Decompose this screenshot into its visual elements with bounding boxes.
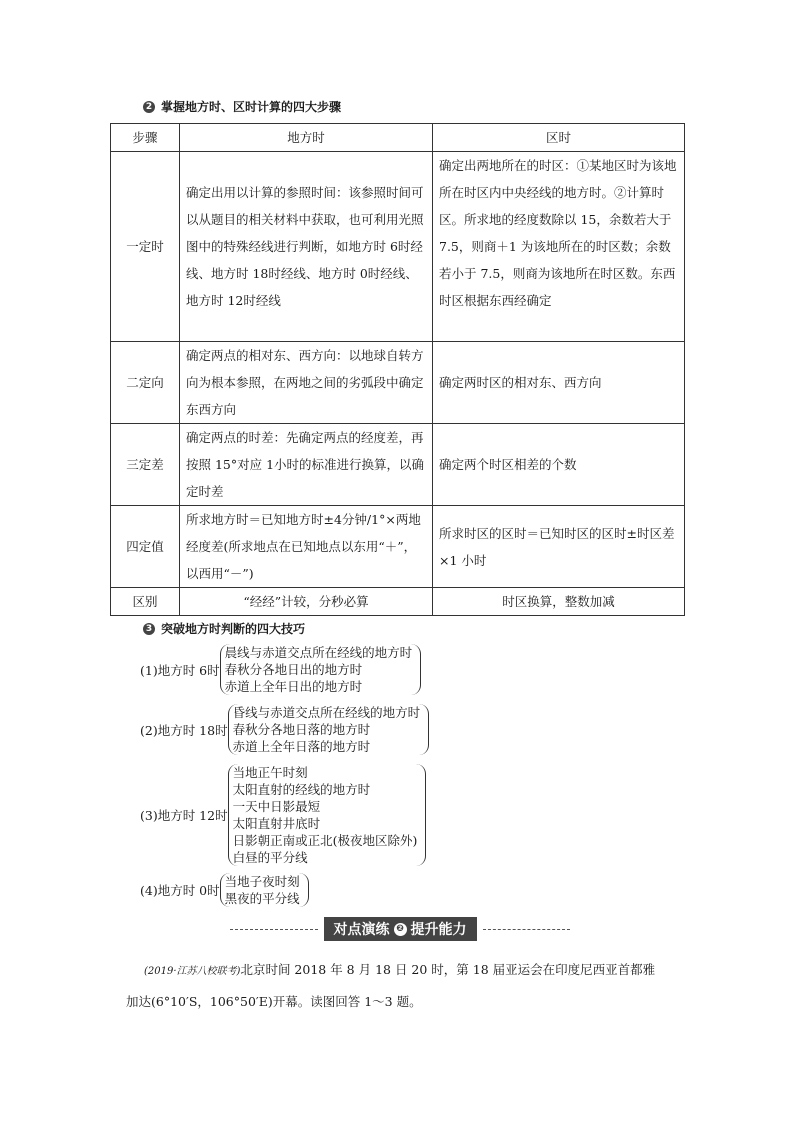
technique-item: 赤道上全年日落的地方时 — [232, 739, 371, 754]
section-3-heading — [143, 620, 305, 637]
technique-label: (2)地方时 18时 — [140, 722, 228, 738]
question-source: (2019·江苏八校联考) — [144, 966, 241, 977]
table-row — [111, 588, 685, 616]
step-cell: 三定差 — [111, 424, 180, 506]
section-2-title: 掌握地方时、区时计算的四大步骤 — [161, 100, 342, 114]
step-cell: 一定时 — [111, 152, 180, 342]
technique-6 — [140, 644, 421, 695]
divider-line-right — [483, 929, 571, 930]
table-row — [111, 342, 685, 424]
section-2-heading — [143, 98, 341, 115]
section-2-badge: 2 — [143, 101, 155, 113]
table-row — [111, 424, 685, 506]
table-header-row — [111, 124, 685, 152]
section-3-badge: 3 — [143, 623, 155, 635]
header-zone-time: 区时 — [433, 124, 685, 152]
banner-number: ❷ — [394, 923, 407, 936]
technique-label: (1)地方时 6时 — [140, 662, 220, 678]
technique-item: 黑夜的平分线 — [224, 891, 300, 906]
section-3-title: 突破地方时判断的四大技巧 — [161, 622, 306, 636]
practice-banner — [324, 917, 477, 941]
technique-12 — [140, 764, 426, 866]
local-time-cell: 确定两点的时差：先确定两点的经度差，再按照 15°对应 1小时的标准进行换算，以确定时差 — [180, 424, 433, 506]
steps-table — [110, 123, 685, 616]
technique-item: 白昼的平分线 — [232, 850, 308, 865]
technique-brace — [228, 704, 430, 755]
local-time-cell: 确定出用以计算的参照时间：该参照时间可以从题目的相关材料中获取，也可利用光照图中的特殊经线进行判断，如地方时 6时经线、地方时 18时经线、地方时 0时经线、地方时 12时经线 — [180, 152, 433, 342]
technique-item: 赤道上全年日出的地方时 — [224, 679, 363, 694]
zone-time-cell: 时区换算，整数加减 — [433, 588, 685, 616]
step-cell: 四定值 — [111, 506, 180, 588]
technique-item: 昏线与赤道交点所在经线的地方时 — [232, 705, 421, 720]
local-time-cell: 确定两点的相对东、西方向：以地球自转方向为根本参照，在两地之间的劣弧段中确定东西方向 — [180, 342, 433, 424]
step-cell: 二定向 — [111, 342, 180, 424]
local-time-cell: 所求地方时＝已知地方时±4分钟/1°×两地经度差(所求地点在已知地点以东用“＋”，以西用“－”) — [180, 506, 433, 588]
technique-item: 当地子夜时刻 — [224, 874, 300, 889]
table-row — [111, 152, 685, 342]
technique-item: 晨线与赤道交点所在经线的地方时 — [224, 645, 413, 660]
header-local-time: 地方时 — [180, 124, 433, 152]
zone-time-cell: 确定两时区的相对东、西方向 — [433, 342, 685, 424]
banner-left-text: 对点演练 — [333, 922, 390, 938]
technique-item: 春秋分各地日落的地方时 — [232, 722, 371, 737]
local-time-cell: “经经”计较，分秒必算 — [180, 588, 433, 616]
zone-time-cell: 所求时区的区时＝已知时区的区时±时区差×1 小时 — [433, 506, 685, 588]
divider-line-left — [230, 929, 318, 930]
technique-18 — [140, 704, 429, 755]
technique-label: (4)地方时 0时 — [140, 883, 220, 898]
technique-item: 春秋分各地日出的地方时 — [224, 662, 363, 677]
technique-label: (3)地方时 12时 — [140, 808, 228, 823]
question-text: 北京时间 2018 年 8 月 18 日 20 时，第 18 届亚运会在印度尼西亚首都雅加达(6°10′S，106°50′E)开幕。读图回答 1～3 题。 — [126, 962, 656, 1009]
step-cell: 区别 — [111, 588, 180, 616]
zone-time-cell: 确定两个时区相差的个数 — [433, 424, 685, 506]
technique-item: 当地正午时刻 — [232, 765, 308, 780]
banner-right-text: 提升能力 — [410, 922, 467, 938]
practice-divider — [230, 918, 570, 940]
question-intro — [126, 955, 666, 1017]
header-step: 步骤 — [111, 124, 180, 152]
technique-item: 太阳直射的经线的地方时 — [232, 782, 371, 797]
technique-item: 太阳直射井底时 — [232, 816, 321, 831]
technique-0 — [140, 873, 309, 907]
zone-time-cell: 确定出两地所在的时区：①某地区时为该地所在时区内中央经线的地方时。②计算时区。所求地的经度数除以 15，余数若大于 7.5，则商＋1 为该地所在的时区数；余数若小于 7.5，则商为该地所在时区数。东西时区根据东西经确定 — [433, 152, 685, 342]
technique-item: 一天中日影最短 — [232, 799, 321, 814]
technique-brace — [228, 764, 427, 866]
technique-brace — [220, 644, 422, 695]
table-row — [111, 506, 685, 588]
technique-item: 日影朝正南或正北(极夜地区除外) — [232, 833, 418, 848]
technique-brace — [220, 873, 309, 907]
